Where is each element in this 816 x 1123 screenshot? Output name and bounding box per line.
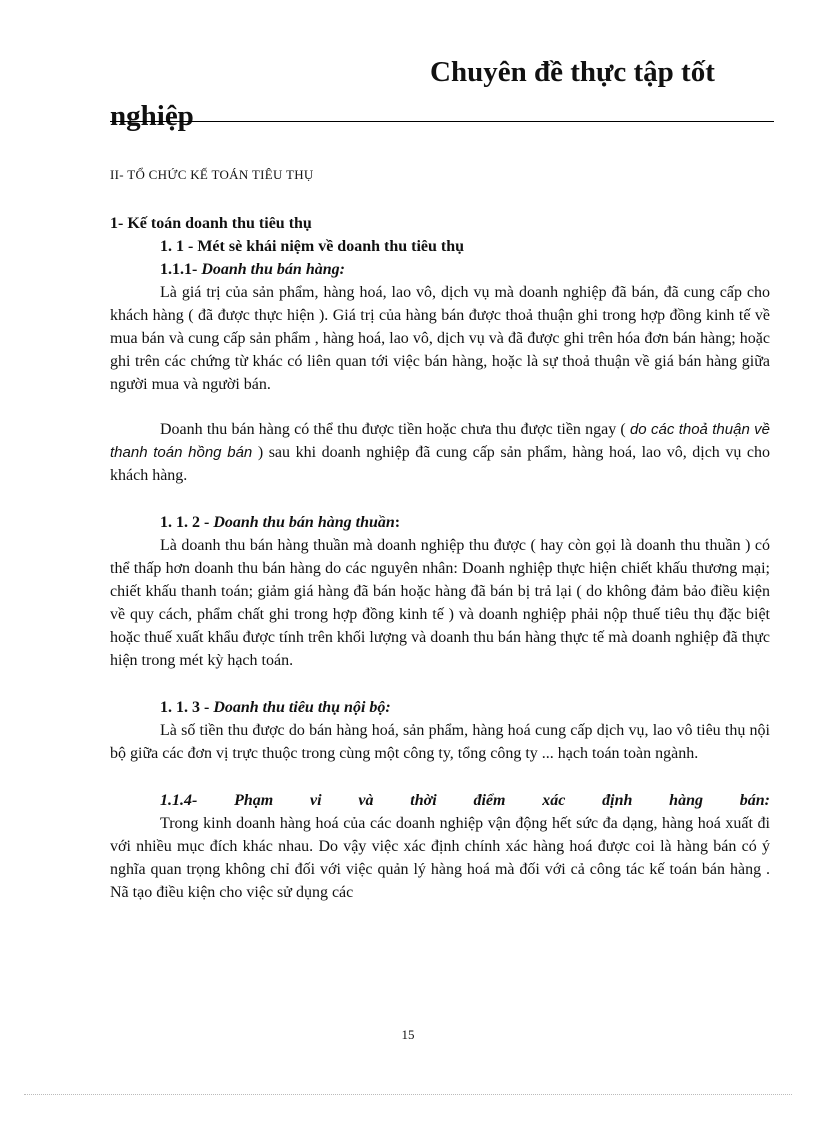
footer-rule bbox=[24, 1094, 792, 1095]
paragraph-1-1-2: Là doanh thu bán hàng thuần mà doanh nghiệp thu được ( hay còn gọi là doanh thu thuần ) có thể thấp hơn doanh thu bán hàng do các nguyên nhân: Doanh nghiệp thực hiện chiết khấu thương mại; chiết khấu thanh toán; giảm giá hàng đã bán hoặc hàng đã bán bị trả lại ( do không đảm bảo điều kiện về quy cách, phẩm chất ghi trong hợp đồng kinh tế ) và doanh nghiệp phải nộp thuế tiêu thụ đặc biệt hoặc thuế xuất khẩu được tính trên khối lượng và doanh thu bán hàng thực tế mà doanh nghiệp đã thực hiện trong mét kỳ hạch toán. bbox=[110, 537, 770, 669]
header-rule bbox=[110, 121, 774, 122]
section-heading: II- TỔ CHỨC KẾ TOÁN TIÊU THỤ bbox=[110, 167, 314, 182]
heading-1-1-3 bbox=[110, 696, 770, 719]
header-title bbox=[110, 50, 774, 138]
header-title-line1: Chuyên đề thực tập tốt bbox=[430, 56, 715, 88]
heading-1-1-2-number: 1. 1. 2 - bbox=[160, 514, 214, 531]
paragraph-1-1-1-a: Là giá trị của sản phẩm, hàng hoá, lao vô, dịch vụ mà doanh nghiệp đã bán, đã cung cấp cho khách hàng ( đã được thực hiện ). Giá trị của hàng bán được thoả thuận ghi trong hợp đồng kinh tế về mua bán và cung cấp sản phẩm , hàng hoá, lao vô, dịch vụ và đã được ghi trên hóa đơn bán hàng; hoặc ghi trên các chứng từ khác có liên quan tới việc bán hàng, hoặc là sự thoả thuận về giá bán hàng giữa người mua và người bán. bbox=[110, 284, 770, 393]
paragraph-1-1-3: Là số tiền thu được do bán hàng hoá, sản phẩm, hàng hoá cung cấp dịch vụ, lao vô tiêu thụ nội bộ giữa các đơn vị trực thuộc trong cùng một công ty, tổng công ty ... hạch toán toàn ngành. bbox=[110, 722, 770, 762]
paragraph-italic-text: do các thoả thuận về thanh toán hồng bán bbox=[110, 421, 770, 461]
heading-1-1-2 bbox=[110, 511, 770, 534]
heading-1-1-1-title: Doanh thu bán hàng: bbox=[201, 261, 345, 278]
spacer bbox=[110, 672, 770, 696]
document-body bbox=[110, 212, 770, 904]
spacer bbox=[110, 396, 770, 418]
heading-1-1-3-title: Doanh thu tiêu thụ nội bộ: bbox=[213, 699, 391, 716]
paragraph-1-1-1-b bbox=[110, 418, 770, 487]
paragraph-text: Doanh thu bán hàng có thể thu được tiền hoặc chưa thu được tiền ngay ( bbox=[160, 421, 630, 438]
spacer bbox=[110, 487, 770, 511]
heading-1-1-1-number: 1.1.1- bbox=[160, 261, 202, 278]
heading-1-1-4-title: 1.1.4- Phạm vi và thời điểm xác định hàng bán: bbox=[160, 792, 770, 809]
heading-1-1-2-suffix: : bbox=[394, 514, 401, 531]
heading-1: 1- Kế toán doanh thu tiêu thụ bbox=[110, 215, 312, 232]
page-header bbox=[110, 50, 774, 138]
paragraph-1-1-4: Trong kinh doanh hàng hoá của các doanh nghiệp vận động hết sức đa dạng, hàng hoá xuất đi với nhiều mục đích khác nhau. Do vậy việc xác định chính xác hàng hoá được coi là hàng bán có ý nghĩa quan trọng không chỉ đối với việc quản lý hàng hoá mà đối với cả công tác kế toán bán hàng . Nã tạo điều kiện cho việc sử dụng các bbox=[110, 815, 770, 901]
heading-1-1-1 bbox=[110, 258, 770, 281]
page-number: 15 bbox=[401, 1027, 415, 1042]
heading-1-1-3-number: 1. 1. 3 - bbox=[160, 699, 214, 716]
paragraph-text: ) sau khi doanh nghiệp đã cung cấp sản phẩm, hàng hoá, lao vô, dịch vụ cho khách hàng. bbox=[110, 444, 770, 484]
heading-1-1: 1. 1 - Mét sè khái niệm về doanh thu tiêu thụ bbox=[160, 238, 465, 255]
heading-1-1-2-title: Doanh thu bán hàng thuần bbox=[213, 514, 395, 531]
spacer bbox=[110, 765, 770, 789]
header-title-line2: nghiệp bbox=[110, 100, 194, 132]
heading-1-1-4 bbox=[110, 789, 770, 812]
